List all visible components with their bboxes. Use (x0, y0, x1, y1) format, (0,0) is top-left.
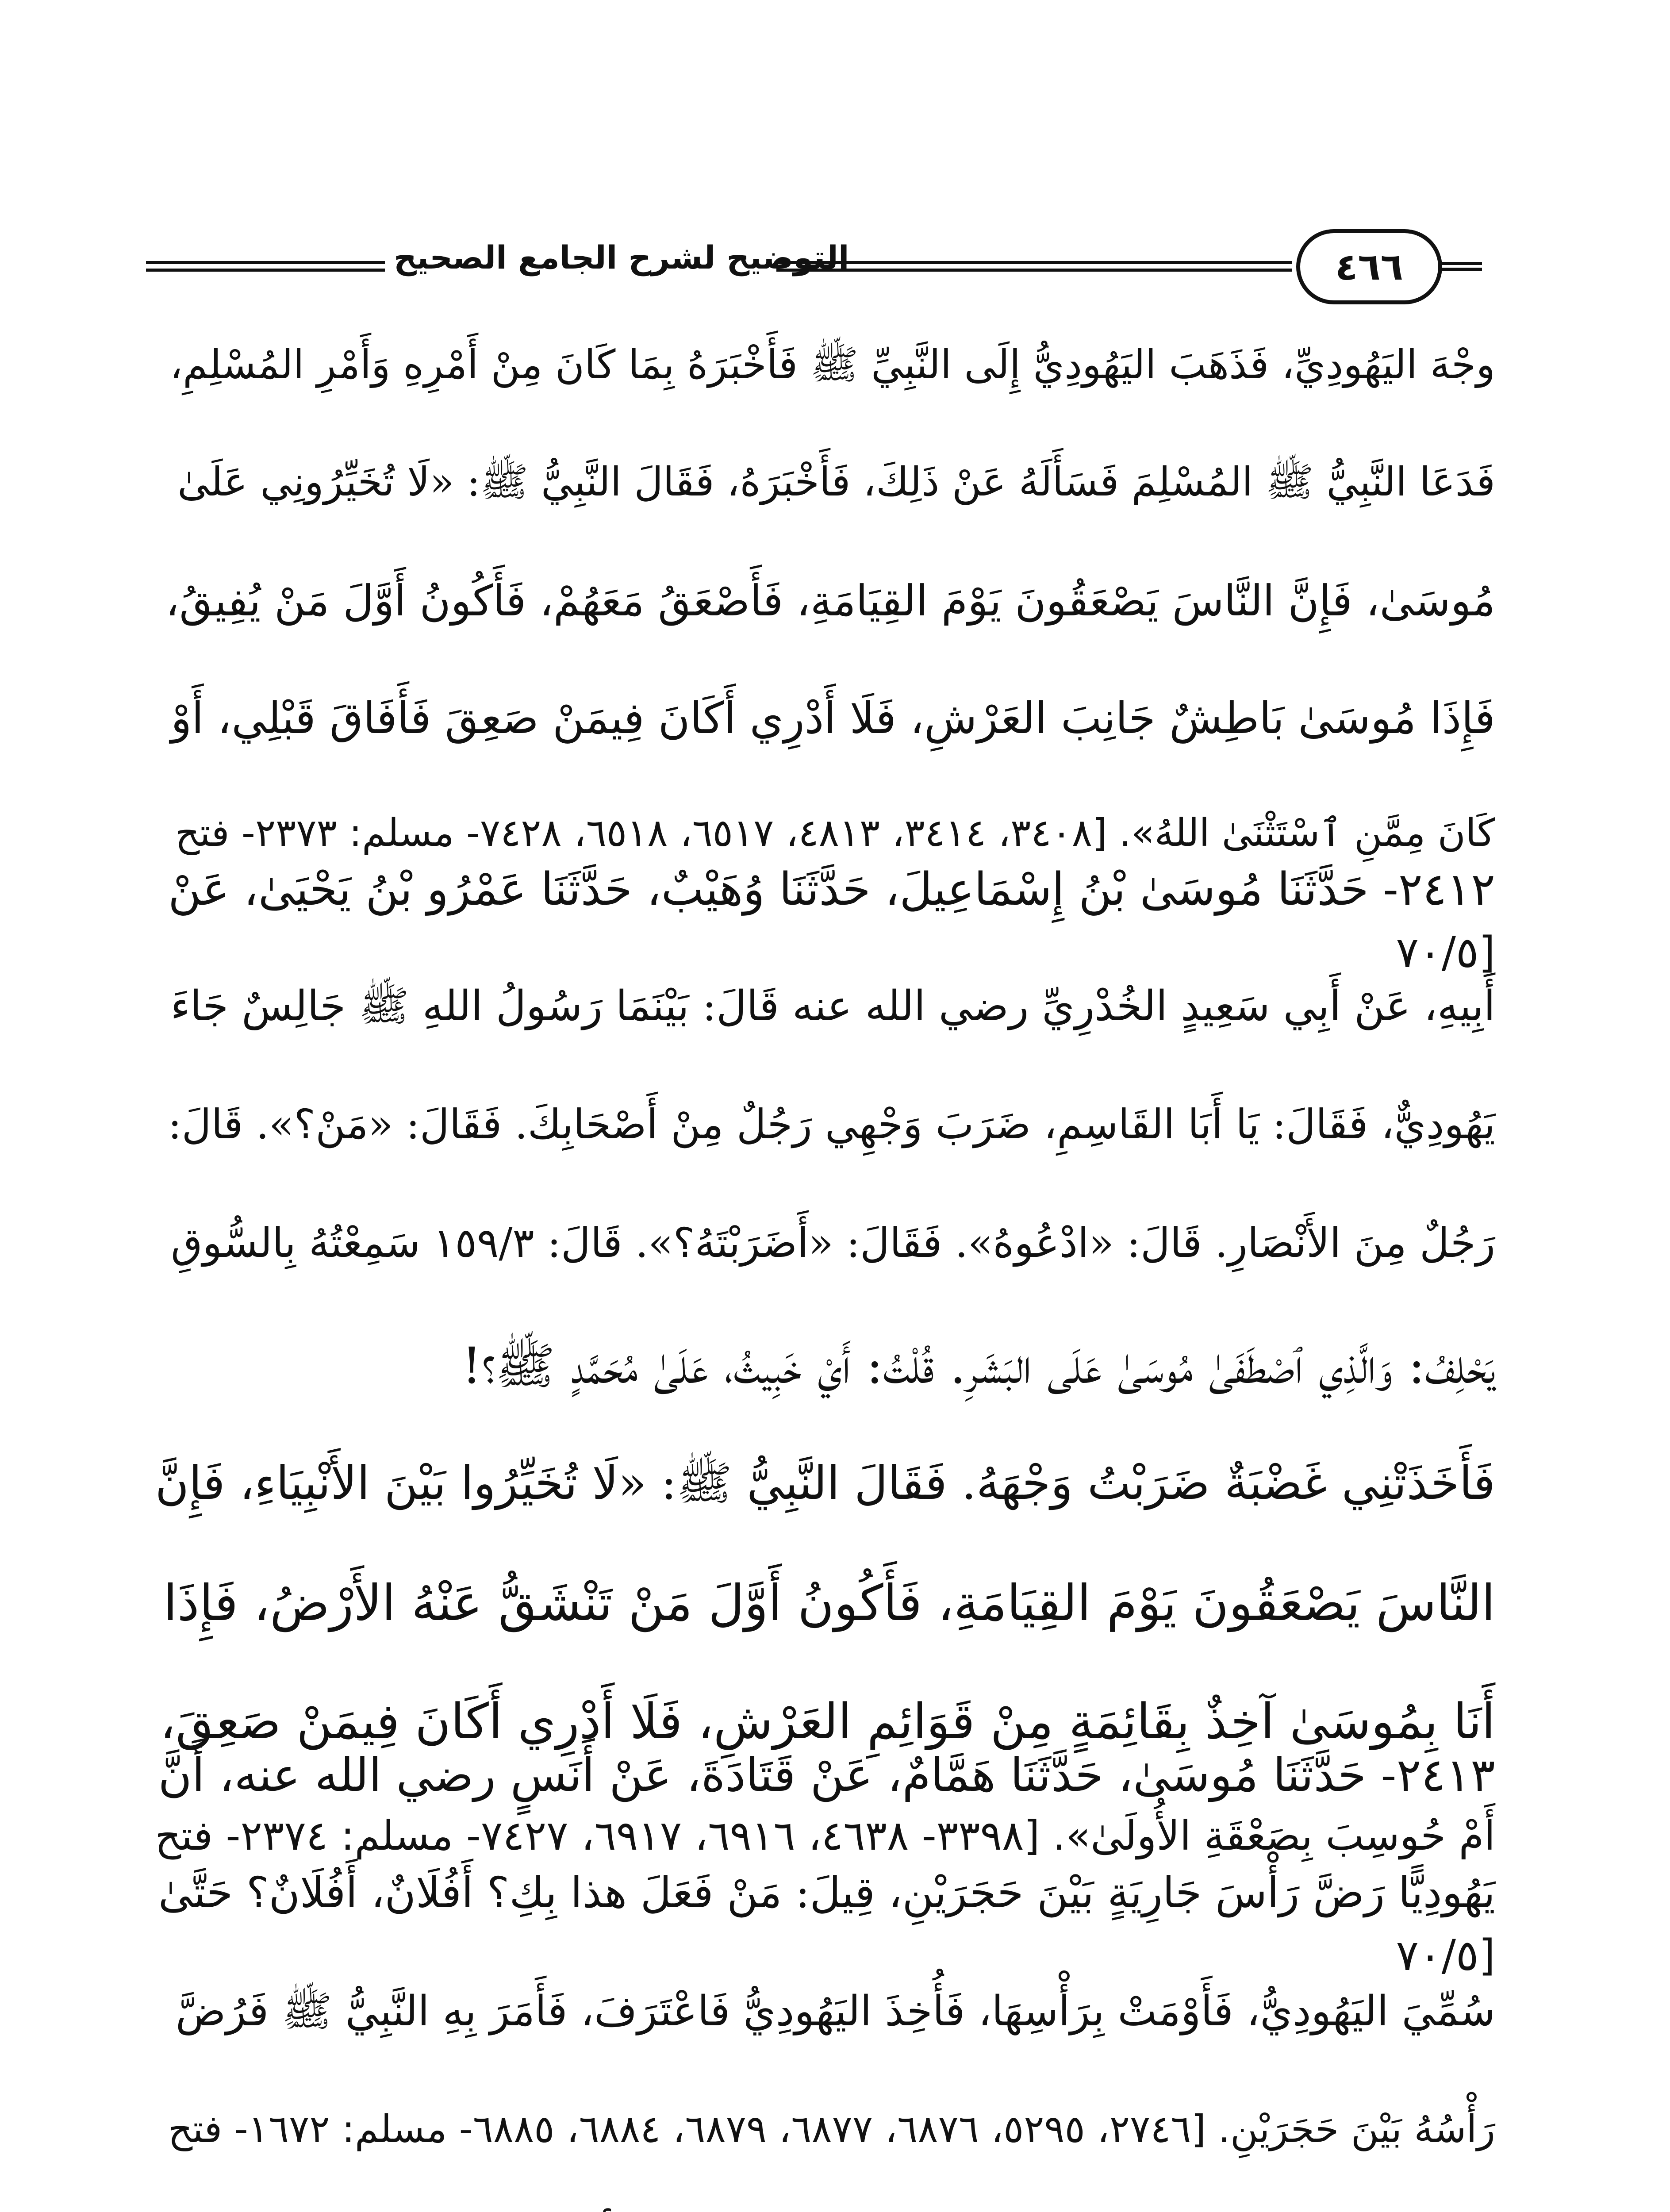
text-line: يَهُودِيٌّ، فَقَالَ: يَا أَبَا القَاسِمِ، ضَرَبَ وَجْهِي رَجُلٌ مِنْ أَصْحَابِكَ. فَقَالَ: «مَنْ؟». قَالَ: (168, 1101, 1495, 1148)
text-line: رَجُلٌ مِنَ الأَنْصَارِ. قَالَ: «ادْعُوهُ». فَقَالَ: «أَضَرَبْتَهُ؟». قَالَ: ١٥٩/٣ سَمِعْتُهُ بِالسُّوقِ (171, 1219, 1495, 1267)
page-number-ornament (1442, 262, 1482, 271)
text-line: أَبِيهِ، عَنْ أَبِي سَعِيدٍ الخُدْرِيِّ رضي الله عنه قَالَ: بَيْنَمَا رَسُولُ اللهِ ﷺ جَالِسٌ جَاءَ (170, 982, 1495, 1030)
header-title: التوضيح لشرح الجامع الصحيح (394, 239, 849, 276)
text-line: ٢٤١٢- حَدَّثَنَا مُوسَىٰ بْنُ إِسْمَاعِيلَ، حَدَّثَنَا وُهَيْبٌ، حَدَّثَنَا عَمْرُو بْنُ يَحْيَىٰ، عَنْ (168, 863, 1495, 916)
header-rule-right (776, 261, 1292, 272)
text-line: يَحْلِفُ: وَالَّذِي ٱصْطَفَىٰ مُوسَىٰ عَلَى البَشَرِ. قُلْتُ: أَيْ خَبِيثُ، عَلَىٰ مُحَمَّدٍ ﷺ؟! (461, 1337, 1495, 1395)
hadith-2413 (150, 1748, 1495, 2212)
page-number: ٤٦٦ (1296, 229, 1442, 304)
text-line-references: رَأْسُهُ بَيْنَ حَجَرَيْنِ. [٢٧٤٦، ٥٢٩٥، ٦٨٧٦، ٦٨٧٧، ٦٨٧٩، ٦٨٨٤، ٦٨٨٥- مسلم: ١٦٧٢- فتح (168, 2107, 1495, 2151)
text-line: وجْهَ اليَهُودِيِّ، فَذَهَبَ اليَهُودِيُّ إِلَى النَّبِيِّ ﷺ فَأَخْبَرَهُ بِمَا كَانَ مِنْ أَمْرِهِ وَأَمْرِ المُسْلِمِ، (170, 342, 1495, 388)
header-rule-left (146, 261, 385, 272)
text-line: النَّاسَ يَصْعَقُونَ يَوْمَ القِيَامَةِ، فَأَكُونُ أَوَّلَ مَنْ تَنْشَقُّ عَنْهُ الأَرْضُ، فَإِذَا (163, 1575, 1495, 1632)
text-line-references: أَمْ حُوسِبَ بِصَعْقَةِ الأُولَىٰ». [٣٣٩٨- ٤٦٣٨، ٦٩١٦، ٦٩١٧، ٧٤٢٧- مسلم: ٢٣٧٤- فتح (154, 1812, 1495, 1859)
reference-tail: [٧٠/٥ (1396, 928, 1495, 977)
text-line: فَدَعَا النَّبِيُّ ﷺ المُسْلِمَ فَسَأَلَهُ عَنْ ذَلِكَ، فَأَخْبَرَهُ، فَقَالَ النَّبِيُّ ﷺ: «لَا تُخَيِّرُونِي عَلَىٰ (177, 459, 1495, 505)
text-line: ٢٤١٣- حَدَّثَنَا مُوسَىٰ، حَدَّثَنَا هَمَّامٌ، عَنْ قَتَادَةَ، عَنْ أَنَسٍ رضي الله عنه، أَنَّ (158, 1748, 1495, 1802)
text-line: يَهُودِيًّا رَضَّ رَأْسَ جَارِيَةٍ بَيْنَ حَجَرَيْنِ، قِيلَ: مَنْ فَعَلَ هذا بِكِ؟ أَفُلَانٌ، أَفُلَانٌ؟ حَتَّىٰ (158, 1868, 1495, 1917)
text-line: فَأَخَذَتْنِي غَضْبَةٌ ضَرَبْتُ وَجْهَهُ. فَقَالَ النَّبِيُّ ﷺ: «لَا تُخَيِّرُوا بَيْنَ الأَنْبِيَاءِ، فَإِنَّ (155, 1456, 1495, 1510)
text-line: أَنَا بِمُوسَىٰ آخِذٌ بِقَائِمَةٍ مِنْ قَوَائِمِ العَرْشِ، فَلَا أَدْرِي أَكَانَ فِيمَنْ صَعِقَ، (160, 1693, 1495, 1750)
text-line-references: كَانَ مِمَّنِ ٱسْتَثْنَىٰ اللهُ». [٣٤٠٨، ٣٤١٤، ٤٨١٣، ٦٥١٧، ٦٥١٨، ٧٤٢٨- مسلم: ٢٣٧٣- فتح (175, 811, 1495, 855)
text-line: سُمِّيَ اليَهُودِيُّ، فَأَوْمَتْ بِرَأْسِهَا، فَأُخِذَ اليَهُودِيُّ فَاعْتَرَفَ، فَأَمَرَ بِهِ النَّبِيُّ ﷺ فَرُضَّ (175, 1987, 1495, 2035)
text-line: مُوسَىٰ، فَإِنَّ النَّاسَ يَصْعَقُونَ يَوْمَ القِيَامَةِ، فَأَصْعَقُ مَعَهُمْ، فَأَكُونُ أَوَّلَ مَنْ يُفِيقُ، (165, 576, 1495, 626)
reference-tail: [٧٠/٥ (1396, 1931, 1495, 1980)
running-header (146, 221, 1482, 323)
text-line: فَإِذَا مُوسَىٰ بَاطِشٌ جَانِبَ العَرْشِ، فَلَا أَدْرِي أَكَانَ فِيمَنْ صَعِقَ فَأَفَاقَ قَبْلِي، أَوْ (170, 693, 1495, 744)
